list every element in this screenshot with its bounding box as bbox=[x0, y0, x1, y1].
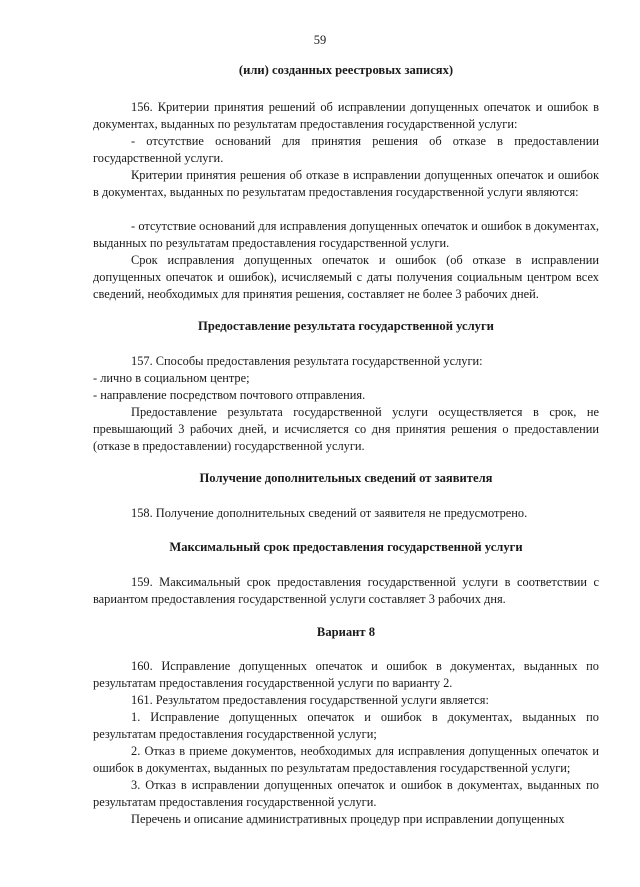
page-number: 59 bbox=[313, 33, 327, 47]
section-heading-fragment: (или) созданных реестровых записях) bbox=[238, 63, 454, 77]
paragraph-161: 161. Результатом предоставления государственной услуги является: bbox=[131, 693, 489, 707]
paragraph-156-term: Срок исправления допущенных опечаток и ошибок (об отказе в исправлении допущенных опечаток и ошибок), исчисляемый с даты получения социальным центром всех сведений, необходимых для принятия решения, составляет не более 3 рабочих дней. bbox=[93, 253, 599, 301]
paragraph-157: 157. Способы предоставления результата государственной услуги: bbox=[131, 354, 483, 368]
heading-result: Предоставление результата государственной услуги bbox=[198, 319, 494, 333]
heading-variant-8: Вариант 8 bbox=[316, 625, 376, 639]
paragraph-156-refuse: Критерии принятия решения об отказе в исправлении допущенных опечаток и ошибок в документах, выданных по результатам предоставления государственной услуги являются: bbox=[93, 168, 599, 199]
paragraph-161-3: 3. Отказ в исправлении допущенных опечаток и ошибок в документах, выданных по результатам предоставления государственной услуги. bbox=[93, 778, 599, 809]
paragraph-157-b: - направление посредством почтового отправления. bbox=[93, 388, 366, 402]
heading-additional-info: Получение дополнительных сведений от заявителя bbox=[199, 471, 493, 485]
paragraph-156-item: - отсутствие оснований для принятия решения об отказе в предоставлении государственной услуги. bbox=[93, 134, 599, 165]
paragraph-161-1: 1. Исправление допущенных опечаток и ошибок в документах, выданных по результатам предоставления государственной услуги; bbox=[93, 710, 599, 741]
paragraph-156-refuse-item: - отсутствие оснований для исправления допущенных опечаток и ошибок в документах, выданных по результатам предоставления государственной услуги. bbox=[93, 219, 599, 250]
heading-max-term: Максимальный срок предоставления государственной услуги bbox=[169, 540, 523, 554]
paragraph-161-2: 2. Отказ в приеме документов, необходимых для исправления допущенных опечаток и ошибок в документах, выданных по результатам предоставления государственной услуги; bbox=[93, 744, 599, 775]
paragraph-156: 156. Критерии принятия решений об исправлении допущенных опечаток и ошибок в документах, выданных по результатам предоставления государственной услуги: bbox=[93, 100, 599, 131]
paragraph-159: 159. Максимальный срок предоставления государственной услуги в соответствии с вариантом предоставления государственной услуги составляет 3 рабочих дня. bbox=[93, 575, 599, 606]
paragraph-157-term: Предоставление результата государственной услуги осуществляется в срок, не превышающий 3 рабочих дней, и исчисляется со дня принятия решения о предоставлении (отказе в предоставлении) государственной услуги. bbox=[93, 405, 599, 453]
paragraph-160: 160. Исправление допущенных опечаток и ошибок в документах, выданных по результатам предоставления государственной услуги по варианту 2. bbox=[93, 659, 599, 690]
paragraph-161-last: Перечень и описание административных процедур при исправлении допущенных bbox=[131, 812, 565, 826]
paragraph-158: 158. Получение дополнительных сведений от заявителя не предусмотрено. bbox=[131, 506, 528, 520]
paragraph-157-a: - лично в социальном центре; bbox=[93, 371, 250, 385]
